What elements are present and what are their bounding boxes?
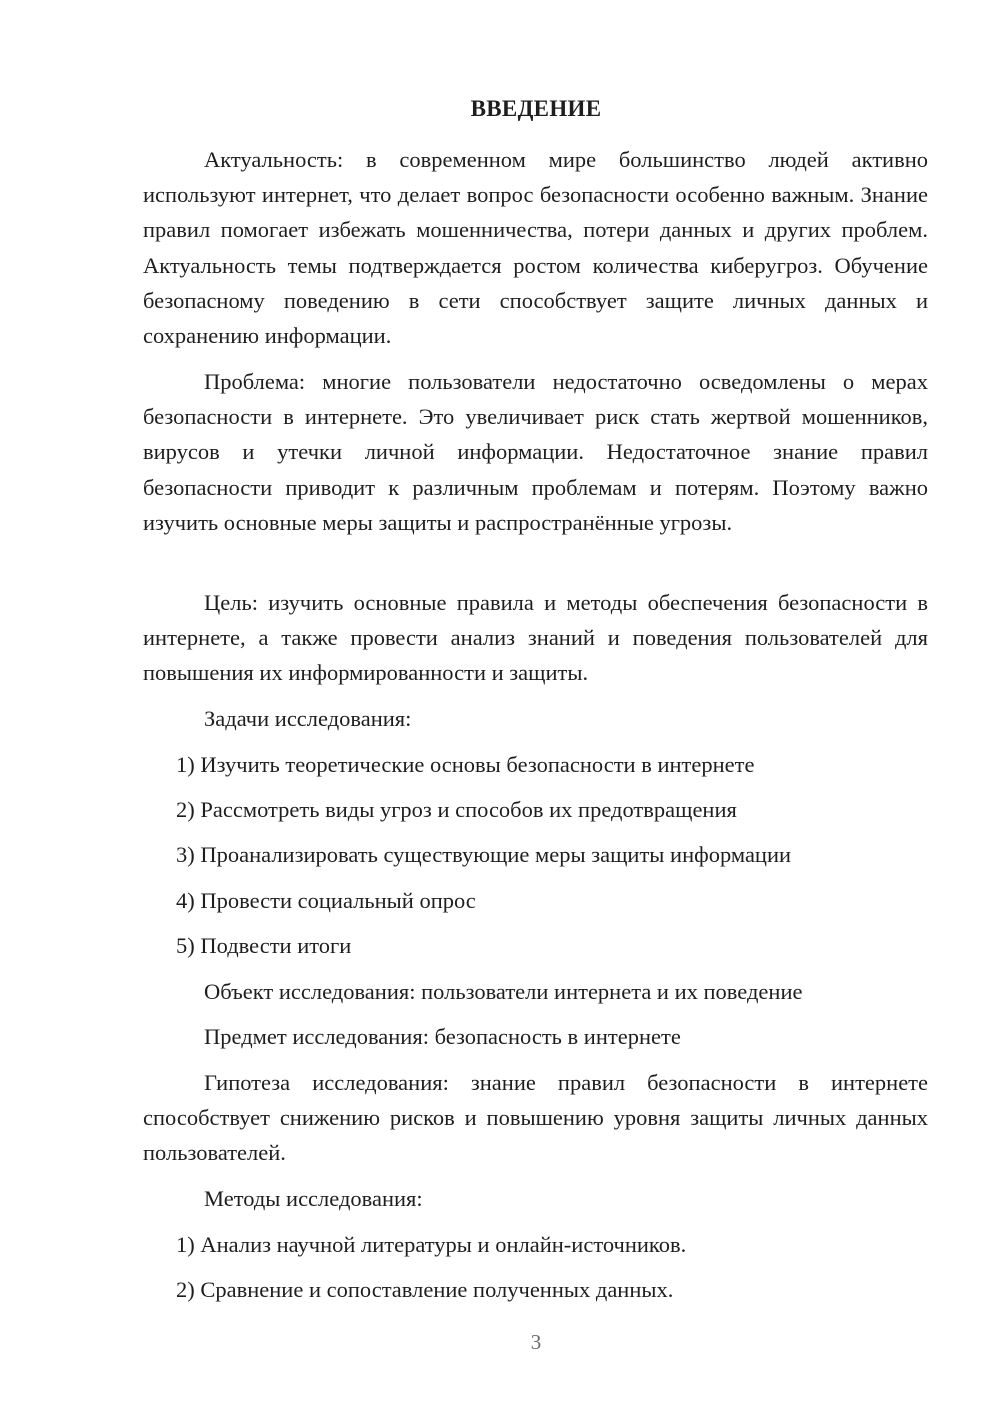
relevance-paragraph: Актуальность: в современном мире большинство людей активно используют интернет, что делает вопрос безопасности особенно важным. Знание правил помогает избежать мошенничества, потери данных и других проблем. Актуальность темы подтверждается ростом количества киберугроз. Обучение безопасному поведению в сети способствует защите личных данных и сохранению информации. bbox=[143, 147, 928, 349]
method-item: 1) Анализ научной литературы и онлайн-источников. bbox=[176, 1232, 687, 1257]
task-item: 2) Рассмотреть виды угроз и способов их предотвращения bbox=[176, 797, 737, 822]
hypothesis-paragraph: Гипотеза исследования: знание правил безопасности в интернете способствует снижению рисков и повышению уровня защиты личных данных пользователей. bbox=[143, 1070, 928, 1166]
task-item: 5) Подвести итоги bbox=[176, 933, 352, 958]
tasks-heading: Задачи исследования: bbox=[204, 706, 412, 731]
page-number: 3 bbox=[530, 1330, 542, 1354]
methods-heading: Методы исследования: bbox=[204, 1186, 423, 1211]
task-item: 1) Изучить теоретические основы безопасности в интернете bbox=[176, 752, 755, 777]
task-item: 4) Провести социальный опрос bbox=[176, 888, 476, 913]
problem-paragraph: Проблема: многие пользователи недостаточно осведомлены о мерах безопасности в интернете. Это увеличивает риск стать жертвой мошенников, вирусов и утечки личной информации. Недостаточное знание правил безопасности приводит к различным проблемам и потерям. Поэтому важно изучить основные меры защиты и распространённые угрозы. bbox=[143, 369, 928, 535]
research-object: Объект исследования: пользователи интернета и их поведение bbox=[204, 979, 803, 1004]
section-title: ВВЕДЕНИЕ bbox=[470, 96, 602, 121]
task-item: 3) Проанализировать существующие меры защиты информации bbox=[176, 842, 792, 867]
method-item: 2) Сравнение и сопоставление полученных данных. bbox=[176, 1277, 674, 1302]
research-subject: Предмет исследования: безопасность в интернете bbox=[204, 1024, 681, 1049]
goal-paragraph: Цель: изучить основные правила и методы обеспечения безопасности в интернете, а также провести анализ знаний и поведения пользователей для повышения их информированности и защиты. bbox=[143, 590, 928, 686]
